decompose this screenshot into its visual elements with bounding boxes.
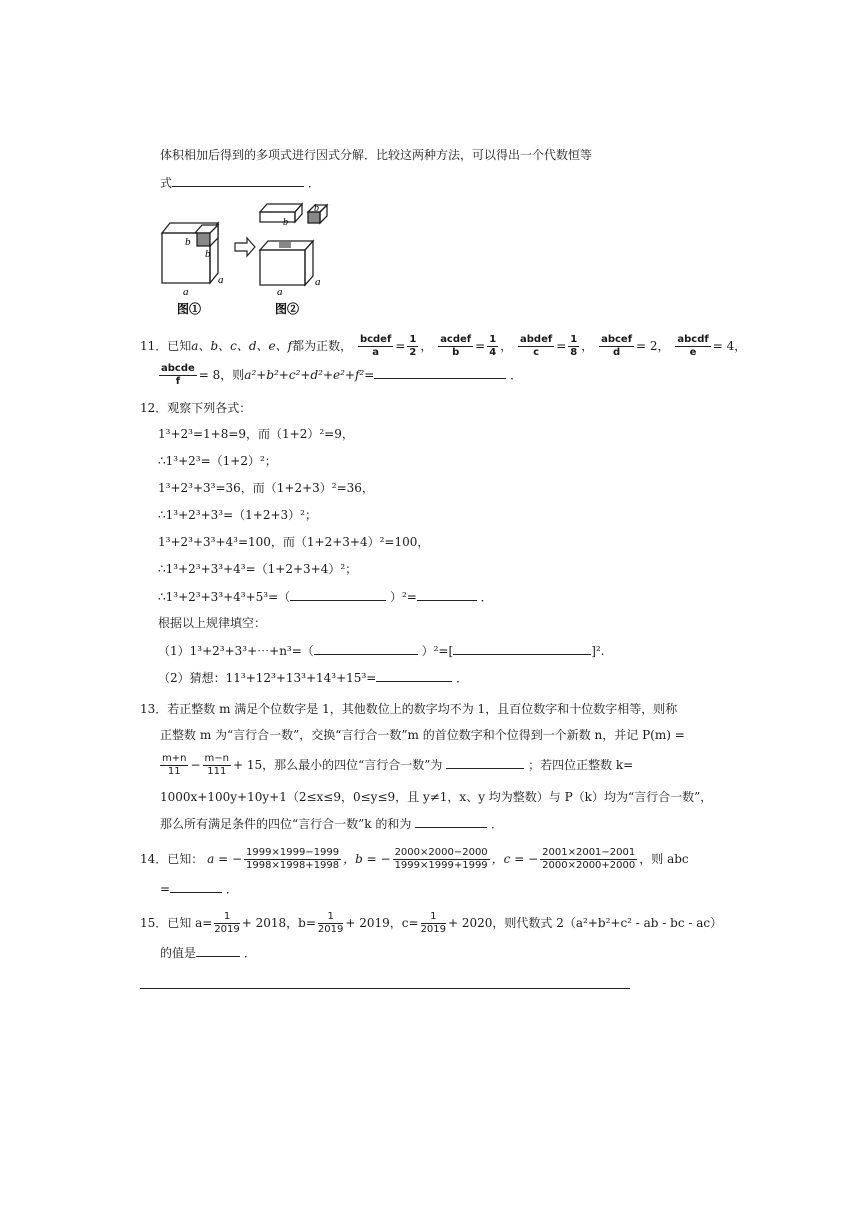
fig1-label-b-right: b <box>205 248 211 260</box>
q12-title: 12．观察下列各式： <box>140 401 252 415</box>
q12-part-1: （1）1³+2³+3³+⋯+n³=（ ）²=[ ]². <box>158 644 605 658</box>
q11-fraction-3: $\frac{\text{abdef}}{c}$ <box>520 334 553 358</box>
arrow-icon <box>235 238 255 256</box>
q12-part-2: （2）猜想：11³+12³+13³+14³+15³= ． <box>158 671 469 685</box>
q13-line-2: 正整数 m 为“言行合一数”，交换“言行合一数”m 的首位数字和个位得到一个新数 n，并记 P(m) = <box>160 728 685 742</box>
caption-figure-2: 图② <box>275 302 300 316</box>
q15-line-2: 的值是 ． <box>160 946 256 960</box>
fig2-label-b-small: b <box>314 203 319 214</box>
answer-blank-q13-b[interactable] <box>415 815 487 828</box>
footer-divider <box>140 988 630 989</box>
answer-blank-q12-c[interactable] <box>314 642 418 655</box>
q12-line-5: 1³+2³+3³+4³=100，而（1+2+3+4）²=100， <box>158 535 430 549</box>
fig1-label-b-left: b <box>185 236 191 248</box>
figure-2-pieces <box>260 204 327 285</box>
q11-fraction-2: $\frac{\text{acdef}}{b}$ <box>440 334 472 358</box>
q15-line-1: 15．已知 a= $\frac{1}{2019}$ + 2018，b= $\frac{1}{2019}$ + 2019，c= $\frac{1}{2019}$ + 2020，则代数式 2（a²+b²+c² - ab - bc - ac） <box>140 911 723 935</box>
q13-line-1: 13．若正整数 m 满足个位数字是 1，其他数位上的数字均不为 1，且百位数字和十位数字相等，则称 <box>140 702 678 716</box>
fig2-label-a-bottom: a <box>277 286 283 298</box>
caption-figure-1: 图① <box>177 302 202 316</box>
cube-figure <box>155 195 340 320</box>
fig1-label-a-bottom: a <box>183 286 189 298</box>
q12-line-1: 1³+2³=1+8=9，而（1+2）²=9， <box>158 427 354 441</box>
answer-blank-q12-d[interactable] <box>453 642 591 655</box>
q12-line-4: ∴1³+2³+3³=（1+2+3）²； <box>158 508 317 522</box>
answer-blank-q15[interactable] <box>196 944 240 957</box>
q11-line-2: $\frac{\text{abcde}}{f}$ = 8，则a²+b²+c²+d²+e²+f²= ． <box>161 363 523 387</box>
intro-line-1: 体积相加后得到的多项式进行因式分解．比较这两种方法，可以得出一个代数恒等 <box>160 148 593 162</box>
q12-line-6: ∴1³+2³+3³+4³=（1+2+3+4）²； <box>158 562 358 576</box>
q11-fraction-4: $\frac{\text{abcef}}{d}$ <box>601 334 633 358</box>
intro-line-2: 式 ． <box>160 176 320 190</box>
q12-rule-title: 根据以上规律填空： <box>158 616 267 630</box>
fig1-label-a-right: a <box>218 274 224 286</box>
q11-fraction-1: $\frac{\text{bcdef}}{a}$ <box>359 334 392 358</box>
q12-line-7: ∴1³+2³+3³+4³+5³=（ ）²= ． <box>158 590 493 604</box>
fig2-label-b-top: b <box>283 217 288 228</box>
answer-blank-q13-a[interactable] <box>446 756 524 769</box>
q11-line-1: 11．已知a、b、c、d、e、f都为正数， $\frac{\text{bcdef}}{a}$ = $\frac{1}{2}$ ， $\frac{\text{acdef}}{b}$ = $\frac{1}{4}$ ， $\frac{\text{abdef}}{c}$ = $\frac{1}{8}$ ， $\frac{\text{abcef}}{d}$ = 2， $\frac{\text{abcdf}}{e}$ = 4， <box>140 334 747 358</box>
fig2-label-a-right: a <box>315 276 321 288</box>
answer-blank-q12-a[interactable] <box>290 588 386 601</box>
answer-blank-q12-e[interactable] <box>376 669 452 682</box>
q14-line-1: 14．已知： a = − $\frac{1999\times 1999-1999}{1998\times 1998+1998}$ ，b = − $\frac{2000\times 2000-2000}{1999\times 1999+1999}$ ，c = − $\frac{2001\times 2001-2001}{2000\times 2000+2000}$ ，则 abc <box>140 847 689 871</box>
q13-line-3: $\frac{m+n}{11}$ − $\frac{m-n}{111}$ + 15，那么最小的四位“言行合一数”为 ；若四位正整数 k= <box>162 753 634 777</box>
answer-blank-q14[interactable] <box>170 880 222 893</box>
q12-line-2: ∴1³+2³=（1+2）²； <box>158 454 277 468</box>
q12-line-3: 1³+2³+3³=36，而（1+2+3）²=36， <box>158 481 374 495</box>
q14-line-2: = ． <box>160 882 238 896</box>
q11-fraction-5: $\frac{\text{abcdf}}{e}$ <box>677 334 709 358</box>
q11-fraction-6: $\frac{\text{abcde}}{f}$ <box>161 363 195 387</box>
answer-blank-q12-b[interactable] <box>417 588 477 601</box>
answer-blank-q11[interactable] <box>374 366 506 379</box>
q13-line-4: 1000x+100y+10y+1（2≤x≤9，0≤y≤9，且 y≠1，x、y 均为整数）与 P（k）均为“言行合一数”， <box>160 790 713 804</box>
q13-line-5: 那么所有满足条件的四位“言行合一数”k 的和为 ． <box>160 817 504 831</box>
answer-blank-identity[interactable] <box>172 174 304 187</box>
